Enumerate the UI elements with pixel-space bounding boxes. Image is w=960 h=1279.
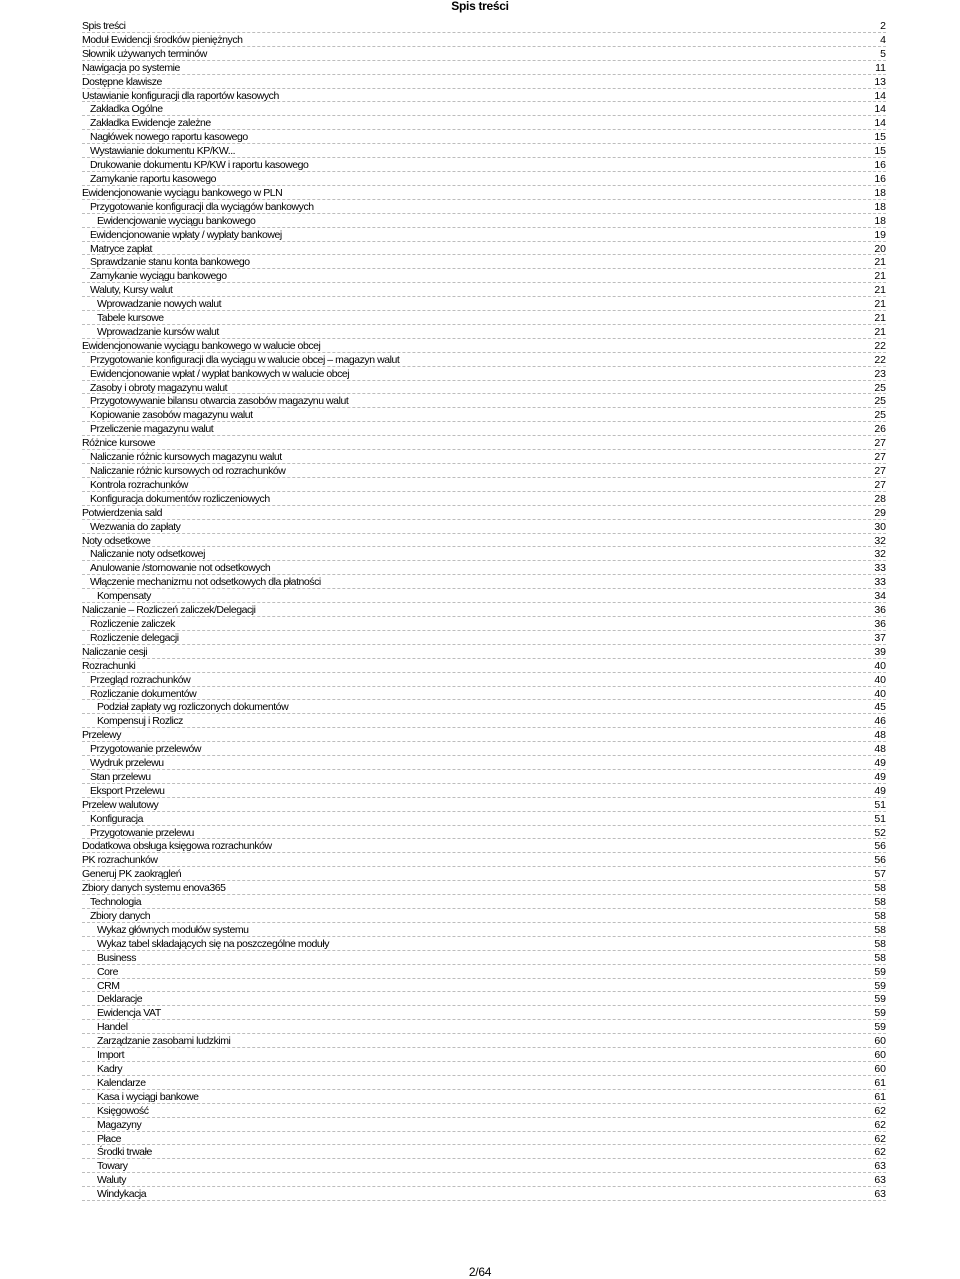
toc-entry[interactable] [82,298,886,312]
toc-entry-page-number: 57 [874,868,886,881]
toc-entry[interactable] [82,757,886,771]
toc-entry-title[interactable]: Wezwania do zapłaty [90,520,181,533]
toc-entry-title[interactable]: Deklaracje [97,993,143,1006]
toc-entry-title[interactable]: Różnice kursowe [82,437,156,450]
toc-entry-page-number: 63 [874,1160,886,1173]
toc-entry[interactable] [82,131,886,145]
toc-entry-title[interactable]: Przygotowanie przelewu [90,826,194,839]
toc-entry-page-number: 49 [874,770,886,783]
toc-entry-title[interactable]: Kompensuj i Rozlicz [97,715,183,728]
toc-entry[interactable] [82,576,886,590]
toc-entry-title[interactable]: Przygotowanie konfiguracji dla wyciągów bankowych [90,200,314,213]
toc-entry-page-number: 27 [874,451,886,464]
toc-entry[interactable] [82,868,886,882]
toc-entry-title[interactable]: Handel [97,1021,128,1034]
toc-entry[interactable] [82,76,886,90]
toc-entry[interactable] [82,743,886,757]
toc-entry-page-number: 59 [874,979,886,992]
toc-entry-title[interactable]: Słownik używanych terminów [82,47,207,60]
toc-entry[interactable] [82,993,886,1007]
toc-entry-page-number: 51 [874,812,886,825]
toc-entry-page-number: 29 [874,506,886,519]
toc-entry[interactable] [82,1160,886,1174]
toc-entry-page-number: 62 [874,1104,886,1117]
toc-entry-page-number: 28 [874,492,886,505]
toc-entry-title[interactable]: Stan przelewu [90,770,151,783]
toc-entry-title[interactable]: Windykacja [97,1188,147,1201]
toc-entry-page-number: 27 [874,437,886,450]
toc-entry-page-number: 27 [874,465,886,477]
toc-entry-title[interactable]: Zbiory danych [90,910,151,922]
toc-entry[interactable] [82,604,886,618]
toc-entry-page-number: 52 [874,826,886,839]
toc-entry-page-number: 59 [874,993,886,1006]
toc-entry-page-number: 58 [874,882,886,895]
toc-entry-title[interactable]: Przegląd rozrachunków [90,673,191,686]
toc-entry-title[interactable]: Przygotowanie przelewów [90,743,202,756]
toc-entry[interactable] [82,215,886,229]
toc-entry-title[interactable]: Kasa i wyciągi bankowe [97,1090,199,1103]
toc-entry-page-number: 59 [874,1021,886,1034]
toc-entry-page-number: 58 [874,923,886,936]
toc-entry-page-number: 21 [874,270,886,283]
toc-entry-title[interactable]: Włączenie mechanizmu not odsetkowych dla płatności [90,576,321,589]
toc-entry-title[interactable]: Kompensaty [97,590,151,603]
toc-entry-title[interactable]: Przeliczenie magazynu walut [90,423,214,436]
toc-entry-page-number: 36 [874,617,886,630]
toc-entry-title[interactable]: Import [97,1049,125,1062]
toc-entry-title[interactable]: PK rozrachunków [82,854,158,867]
toc-entry-page-number: 21 [874,256,886,269]
toc-entry[interactable] [82,854,886,868]
toc-entry[interactable] [82,688,886,702]
toc-entry-page-number: 58 [874,896,886,909]
toc-entry-page-number: 61 [874,1090,886,1103]
toc-entry-page-number: 19 [874,228,886,241]
toc-entry[interactable] [82,827,886,841]
toc-entry-title[interactable]: Konfiguracja dokumentów rozliczeniowych [90,492,270,505]
toc-entry-page-number: 32 [874,534,886,547]
toc-entry-title[interactable]: Wystawianie dokumentu KP/KW... [90,145,236,158]
toc-entry[interactable] [82,590,886,604]
toc-entry-page-number: 58 [874,937,886,950]
toc-entry[interactable] [82,896,886,910]
toc-entry-page-number: 48 [874,729,886,742]
toc-entry-page-number: 46 [874,715,886,728]
toc-entry[interactable] [82,312,886,326]
toc-entry[interactable] [82,1188,886,1202]
toc-entry-page-number: 30 [874,520,886,533]
toc-entry[interactable] [82,632,886,646]
toc-entry-page-number: 21 [874,298,886,311]
toc-entry[interactable] [82,618,886,632]
toc-entry-title[interactable]: Ewidencjonowanie wyciągu bankowego w walucie obcej [82,339,321,352]
toc-entry-page-number: 36 [874,604,886,617]
toc-entry-title[interactable]: Potwierdzenia sald [82,506,163,519]
toc-entry-title[interactable]: Ewidencja VAT [97,1007,161,1020]
toc-entry[interactable] [82,938,886,952]
toc-entry-title[interactable]: Waluty, Kursy walut [90,284,173,297]
toc-entry-title[interactable]: Przygotowanie konfiguracji dla wyciągu w walucie obcej – magazyn walut [90,353,400,366]
toc-entry-title[interactable]: Business [97,951,137,964]
toc-entry-page-number: 16 [874,172,886,185]
toc-entry[interactable] [82,799,886,813]
toc-entry-page-number: 62 [874,1146,886,1159]
toc-entry[interactable] [82,562,886,576]
toc-entry-page-number: 40 [874,659,886,672]
toc-entry-page-number: 22 [874,339,886,352]
toc-entry[interactable] [82,771,886,785]
toc-entry-title[interactable]: Matryce zapłat [90,242,152,255]
toc-entry-page-number: 21 [874,312,886,325]
toc-entry[interactable] [82,423,886,437]
toc-entry-page-number: 20 [874,242,886,255]
toc-entry-title[interactable]: Moduł Ewidencji środków pieniężnych [82,33,243,46]
toc-entry-page-number: 15 [874,131,886,144]
toc-entry[interactable] [82,1133,886,1147]
toc-entry-page-number: 16 [874,159,886,172]
table-of-contents [82,20,886,1202]
toc-entry-page-number: 23 [874,367,886,380]
toc-entry-page-number: 32 [874,548,886,561]
toc-entry[interactable] [82,117,886,131]
toc-entry-page-number: 59 [874,965,886,978]
toc-entry-title[interactable]: Naliczanie cesji [82,645,148,658]
toc-entry-page-number: 2 [880,20,886,32]
toc-entry[interactable] [82,409,886,423]
toc-entry-title[interactable]: Kalendarze [97,1076,146,1089]
toc-entry[interactable] [82,20,886,34]
toc-entry[interactable] [82,493,886,507]
toc-entry[interactable] [82,785,886,799]
toc-entry-title[interactable]: Zamykanie raportu kasowego [90,172,217,185]
toc-entry-page-number: 27 [874,478,886,491]
toc-entry-title[interactable]: Ewidencjonowanie wpłaty / wypłaty bankowej [90,228,282,241]
toc-entry[interactable] [82,1105,886,1119]
page-title: Spis treści [451,0,509,13]
toc-entry-title[interactable]: Zarządzanie zasobami ludzkimi [97,1035,231,1048]
toc-entry-title[interactable]: Towary [97,1160,128,1173]
toc-entry-title[interactable]: Zbiory danych systemu enova365 [82,882,226,895]
toc-entry[interactable] [82,660,886,674]
toc-entry-page-number: 14 [874,89,886,102]
toc-entry-title[interactable]: Przygotowywanie bilansu otwarcia zasobów magazynu walut [90,395,349,408]
toc-entry-title[interactable]: Magazyny [97,1118,142,1131]
toc-entry-title[interactable]: Generuj PK zaokrągleń [82,868,182,881]
toc-entry-page-number: 21 [874,325,886,338]
toc-entry[interactable] [82,395,886,409]
toc-entry-page-number: 49 [874,784,886,797]
toc-entry[interactable] [82,368,886,382]
toc-entry[interactable] [82,479,886,493]
toc-entry[interactable] [82,1174,886,1188]
toc-entry[interactable] [82,62,886,76]
toc-entry-title[interactable]: Rozliczenie delegacji [90,631,179,644]
toc-entry-title[interactable]: Naliczanie – Rozliczeń zaliczek/Delegacji [82,604,256,617]
toc-entry-page-number: 49 [874,757,886,770]
toc-entry-title[interactable]: Rozliczenie zaliczek [90,617,175,630]
toc-entry-title[interactable]: Zasoby i obroty magazynu walut [90,381,228,394]
toc-entry[interactable] [82,145,886,159]
toc-entry[interactable] [82,910,886,924]
toc-entry-title[interactable]: Ewidencjowanie wyciągu bankowego [97,214,256,227]
toc-entry-page-number: 25 [874,395,886,408]
toc-entry-title[interactable]: Ustawianie konfiguracji dla raportów kasowych [82,89,279,102]
toc-entry[interactable] [82,840,886,854]
toc-entry-title[interactable]: Kadry [97,1062,123,1075]
toc-entry[interactable] [82,548,886,562]
toc-entry-title[interactable]: CRM [97,979,120,992]
toc-entry-page-number: 34 [874,590,886,603]
toc-entry[interactable] [82,229,886,243]
toc-entry-page-number: 15 [874,145,886,158]
toc-entry-title[interactable]: Waluty [97,1174,126,1187]
toc-entry-page-number: 13 [874,75,886,88]
toc-entry-title[interactable]: Zamykanie wyciągu bankowego [90,270,227,283]
toc-entry-page-number: 58 [874,951,886,964]
toc-entry-title[interactable]: Sprawdzanie stanu konta bankowego [90,256,250,269]
toc-entry-title[interactable]: Księgowość [97,1104,149,1117]
toc-entry-title[interactable]: Core [97,965,118,978]
toc-entry[interactable] [82,1077,886,1091]
toc-entry-page-number: 18 [874,186,886,199]
toc-entry-title[interactable]: Nagłówek nowego raportu kasowego [90,131,248,144]
toc-entry-title[interactable]: Wykaz tabel składających się na poszczególne moduły [97,937,330,950]
toc-entry-title[interactable]: Spis treści [82,20,126,32]
toc-entry-page-number: 33 [874,576,886,589]
toc-entry[interactable] [82,90,886,104]
toc-entry-page-number: 39 [874,645,886,658]
toc-entry[interactable] [82,1021,886,1035]
toc-entry-title[interactable]: Dodatkowa obsługa księgowa rozrachunków [82,840,272,853]
toc-entry-title[interactable]: Noty odsetkowe [82,534,151,547]
toc-entry-title[interactable]: Zakładka Ogólne [90,103,163,116]
toc-entry-page-number: 62 [874,1132,886,1145]
toc-entry-title[interactable]: Środki trwałe [97,1146,152,1159]
toc-entry[interactable] [82,48,886,62]
toc-entry-title[interactable]: Rozrachunki [82,659,136,672]
toc-entry-title[interactable]: Naliczanie noty odsetkowej [90,548,205,561]
toc-entry[interactable] [82,437,886,451]
toc-entry-page-number: 26 [874,423,886,436]
toc-entry[interactable] [82,326,886,340]
toc-entry-page-number: 5 [880,47,886,60]
toc-entry[interactable] [82,270,886,284]
toc-entry[interactable] [82,159,886,173]
toc-entry-page-number: 63 [874,1188,886,1201]
toc-entry-title[interactable]: Anulowanie /stornowanie not odsetkowych [90,562,271,575]
toc-entry[interactable] [82,173,886,187]
toc-entry[interactable] [82,813,886,827]
toc-entry-page-number: 48 [874,743,886,756]
toc-entry-page-number: 22 [874,353,886,366]
toc-entry[interactable] [82,465,886,479]
toc-entry-title[interactable]: Tabele kursowe [97,312,164,325]
toc-entry-page-number: 59 [874,1007,886,1020]
toc-entry[interactable] [82,34,886,48]
toc-entry-title[interactable]: Wprowadzanie nowych walut [97,298,222,311]
toc-entry-title[interactable]: Rozliczanie dokumentów [90,687,197,700]
toc-entry[interactable] [82,924,886,938]
toc-entry-page-number: 56 [874,840,886,853]
toc-entry[interactable] [82,715,886,729]
toc-entry-title[interactable]: Naliczanie różnic kursowych od rozrachunków [90,465,286,477]
toc-entry-page-number: 60 [874,1062,886,1075]
page-number: 2/64 [468,1265,492,1279]
toc-entry[interactable] [82,284,886,298]
toc-entry-title[interactable]: Ewidencjonowanie wpłat / wypłat bankowych w walucie obcej [90,367,350,380]
toc-entry[interactable] [82,340,886,354]
toc-entry[interactable] [82,1007,886,1021]
toc-entry-title[interactable]: Płace [97,1132,122,1145]
toc-entry-title[interactable]: Zakładka Ewidencje zależne [90,117,211,130]
toc-entry[interactable] [82,882,886,896]
toc-entry-page-number: 62 [874,1118,886,1131]
toc-entry[interactable] [82,1063,886,1077]
toc-entry-title[interactable]: Wykaz głównych modułów systemu [97,923,249,936]
toc-entry-page-number: 56 [874,854,886,867]
toc-entry[interactable] [82,729,886,743]
toc-entry-page-number: 40 [874,673,886,686]
toc-entry-title[interactable]: Konfiguracja [90,812,143,825]
toc-entry[interactable] [82,382,886,396]
toc-entry[interactable] [82,1091,886,1105]
toc-entry-page-number: 37 [874,631,886,644]
toc-entry-page-number: 11 [875,61,886,74]
toc-entry-page-number: 25 [874,409,886,422]
toc-entry[interactable] [82,980,886,994]
toc-entry[interactable] [82,646,886,660]
toc-entry-page-number: 14 [874,117,886,130]
toc-entry[interactable] [82,243,886,257]
toc-entry-page-number: 60 [874,1049,886,1062]
toc-entry-page-number: 60 [874,1035,886,1048]
toc-entry-page-number: 18 [874,214,886,227]
toc-entry-page-number: 51 [874,798,886,811]
toc-entry-page-number: 14 [874,103,886,116]
toc-entry[interactable] [82,1049,886,1063]
toc-entry-page-number: 25 [874,381,886,394]
toc-entry-page-number: 58 [874,910,886,922]
toc-entry-title[interactable]: Przelew walutowy [82,798,159,811]
toc-entry-title[interactable]: Przelewy [82,729,121,742]
toc-entry-page-number: 40 [874,687,886,700]
toc-entry[interactable] [82,507,886,521]
toc-entry[interactable] [82,1146,886,1160]
toc-entry[interactable] [82,535,886,549]
toc-entry-page-number: 45 [874,701,886,714]
toc-entry-title[interactable]: Technologia [90,896,142,909]
toc-entry[interactable] [82,521,886,535]
toc-entry-title[interactable]: Drukowanie dokumentu KP/KW i raportu kasowego [90,159,309,172]
toc-entry[interactable] [82,952,886,966]
toc-entry[interactable] [82,354,886,368]
toc-entry-title[interactable]: Wydruk przelewu [90,757,164,770]
toc-entry-page-number: 61 [874,1076,886,1089]
toc-entry-page-number: 18 [874,200,886,213]
toc-entry-title[interactable]: Kopiowanie zasobów magazynu walut [90,409,253,422]
toc-entry-page-number: 33 [874,562,886,575]
toc-entry-title[interactable]: Dostępne klawisze [82,75,162,88]
toc-entry[interactable] [82,103,886,117]
toc-entry[interactable] [82,966,886,980]
toc-entry[interactable] [82,451,886,465]
toc-entry[interactable] [82,1119,886,1133]
toc-entry[interactable] [82,701,886,715]
toc-entry[interactable] [82,187,886,201]
toc-entry-page-number: 4 [880,33,886,46]
toc-entry-page-number: 63 [874,1174,886,1187]
toc-entry-title[interactable]: Kontrola rozrachunków [90,478,188,491]
toc-entry-title[interactable]: Naliczanie różnic kursowych magazynu walut [90,451,282,464]
toc-entry-title[interactable]: Ewidencjonowanie wyciągu bankowego w PLN [82,186,283,199]
toc-entry-title[interactable]: Eksport Przelewu [90,784,165,797]
toc-entry-title[interactable]: Wprowadzanie kursów walut [97,325,219,338]
toc-entry[interactable] [82,674,886,688]
toc-entry-title[interactable]: Podział zapłaty wg rozliczonych dokumentów [97,701,289,714]
toc-entry[interactable] [82,1035,886,1049]
toc-entry-title[interactable]: Nawigacja po systemie [82,61,180,74]
toc-entry[interactable] [82,201,886,215]
toc-entry[interactable] [82,256,886,270]
toc-entry-page-number: 21 [874,284,886,297]
